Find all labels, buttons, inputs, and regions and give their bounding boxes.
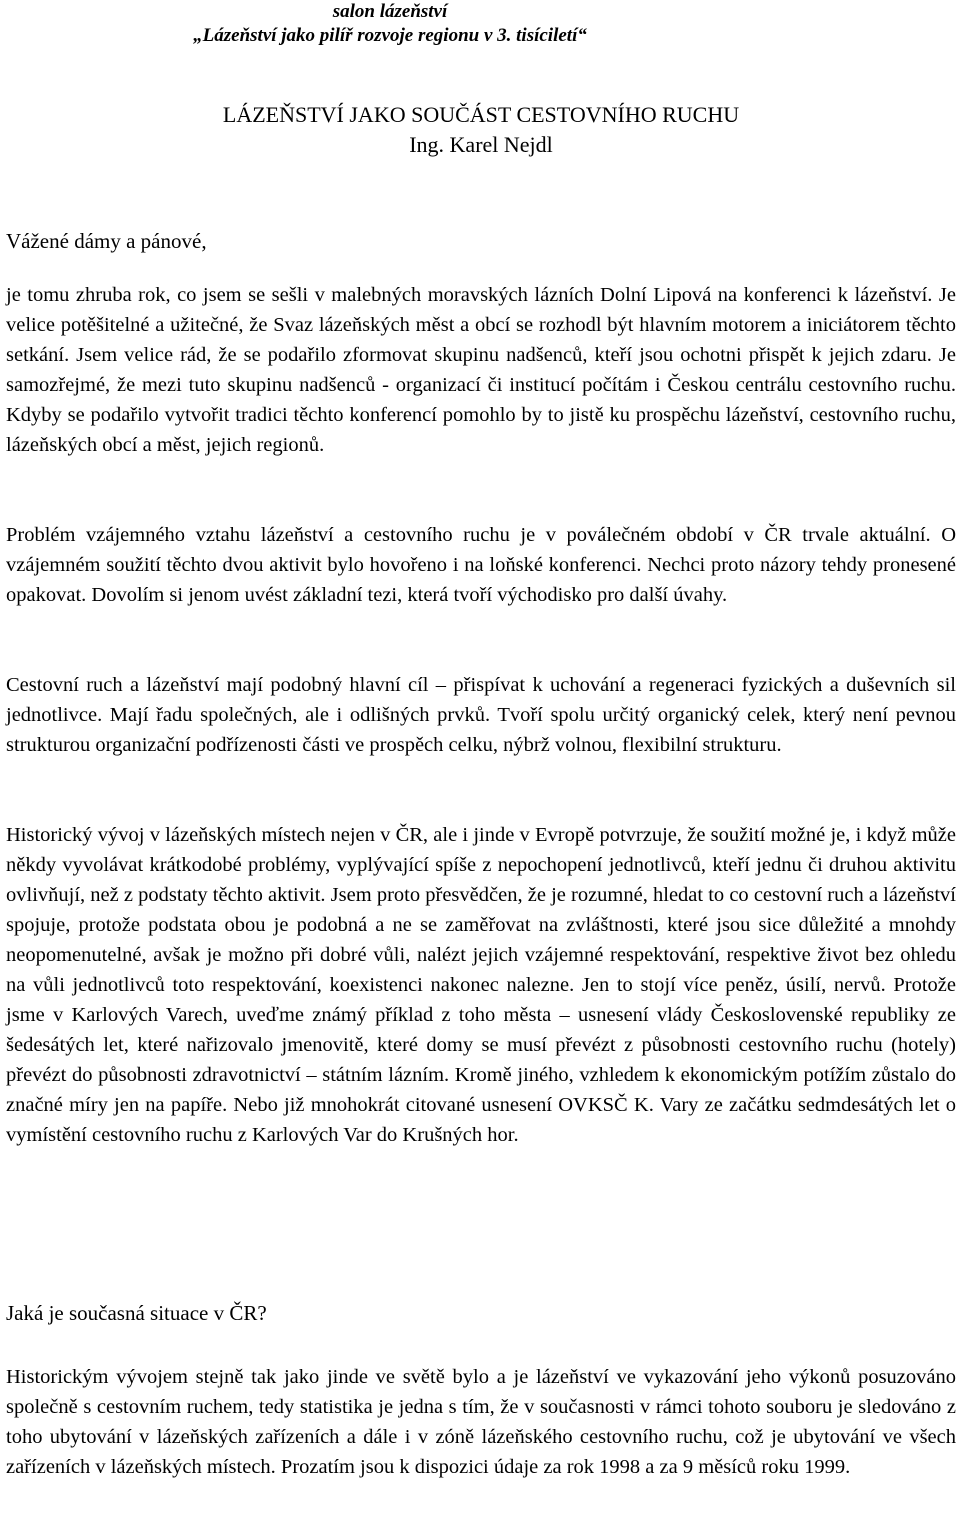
author-name: Ing. Karel Nejdl: [409, 132, 553, 157]
section-heading: Jaká je současná situace v ČR?: [6, 1301, 267, 1325]
page-title: LÁZEŇSTVÍ JAKO SOUČÁST CESTOVNÍHO RUCHU: [222, 102, 740, 127]
header-line-1: salon lázeňství: [332, 1, 448, 22]
paragraph-1: je tomu zhruba rok, co jsem se sešli v malebných moravských lázních Dolní Lipová na konferenci k lázeňství. Je velice potěšitelné a užitečné, že Svaz lázeňských měst a obcí se rozhodl být hlavním motorem a iniciátorem těchto setkání. Jsem velice rád, že se podařilo zformovat skupinu nadšenců, kteří jsou ochotni přispět k jejich zdaru. Je samozřejmé, že mezi tuto skupinu nadšenců - organizací či institucí počítám i Českou centrálu cestovního ruchu. Kdyby se podařilo vytvořit tradici těchto konferencí pomohlo by to jistě ku prospěchu lázeňství, cestovního ruchu, lázeňských obcí a měst, jejich regionů.: [6, 284, 956, 456]
document-header: [6, 0, 590, 48]
paragraph-4: Historický vývoj v lázeňských místech nejen v ČR, ale i jinde v Evropě potvrzuje, že soužití možné je, i když může někdy vyvolávat krátkodobé problémy, vyplývající spíše z nepochopení jednotlivců, kteří jednu či druhou aktivitu ovlivňují, než z podstaty těchto aktivit. Jsem proto přesvědčen, že je rozumné, hledat to co cestovní ruch a lázeňství spojuje, protože podstata obou je podobná a ne se zaměřovat na zvláštnosti, které jsou sice důležité a mnohdy neopomenutelné, avšak je možno při dobré vůli, nalézt jejich vzájemné respektování, respektive život bez ohledu na vůli jednotlivců toto respektování, koexistenci nakonec nalezne. Jen to stojí více peněz, úsilí, nervů. Protože jsme v Karlových Varech, uveďme známý příklad z toho města – usnesení vlády Československé republiky ze šedesátých let, které nařizovalo jmenovitě, které domy se musí převézt z působnosti cestovního ruchu (hotely) převézt do působnosti zdravotnictví – státním lázním. Kromě jiného, vzhledem k ekonomickým potížím zůstalo do značné míry jen na papíře. Nebo již mnohokrát citované usnesení OVKSČ K. Vary ze začátku sedmdesátých let o vymístění cestovního ruchu z Karlových Var do Krušných hor.: [6, 824, 956, 1146]
paragraph-3: Cestovní ruch a lázeňství mají podobný hlavní cíl – přispívat k uchování a regeneraci fyzických a duševních sil jednotlivce. Mají řadu společných, ale i odlišných prvků. Tvoří spolu určitý organický celek, který není pevnou strukturou organizační podřízenosti části ve prospěch celku, nýbrž volnou, flexibilní strukturu.: [6, 674, 956, 756]
title-block: [6, 100, 956, 160]
greeting: Vážené dámy a pánové,: [6, 229, 207, 253]
paragraph-2: Problém vzájemného vztahu lázeňství a cestovního ruchu je v poválečném období v ČR trvale aktuální. O vzájemném soužití těchto dvou aktivit bylo hovořeno i na loňské konferenci. Nechci proto názory tehdy pronesené opakovat. Dovolím si jenom uvést základní tezi, která tvoří východisko pro další úvahy.: [6, 524, 956, 606]
document-page: [6, 0, 956, 1478]
header-line-2: „Lázeňství jako pilíř rozvoje regionu v 3. tisíciletí“: [193, 25, 587, 46]
paragraph-5: Historickým vývojem stejně tak jako jinde ve světě bylo a je lázeňství ve vykazování jeho výkonů posuzováno společně s cestovním ruchem, tedy statistika je jedna s tím, že v současnosti v rámci tohoto souboru je sledováno z toho ubytování v lázeňských zařízeních a dále i v zóně lázeňského cestovního ruchu, což je ubytování ve všech zařízeních v lázeňských místech. Prozatím jsou k dispozici údaje za rok 1998 a za 9 měsíců roku 1999.: [6, 1366, 956, 1478]
